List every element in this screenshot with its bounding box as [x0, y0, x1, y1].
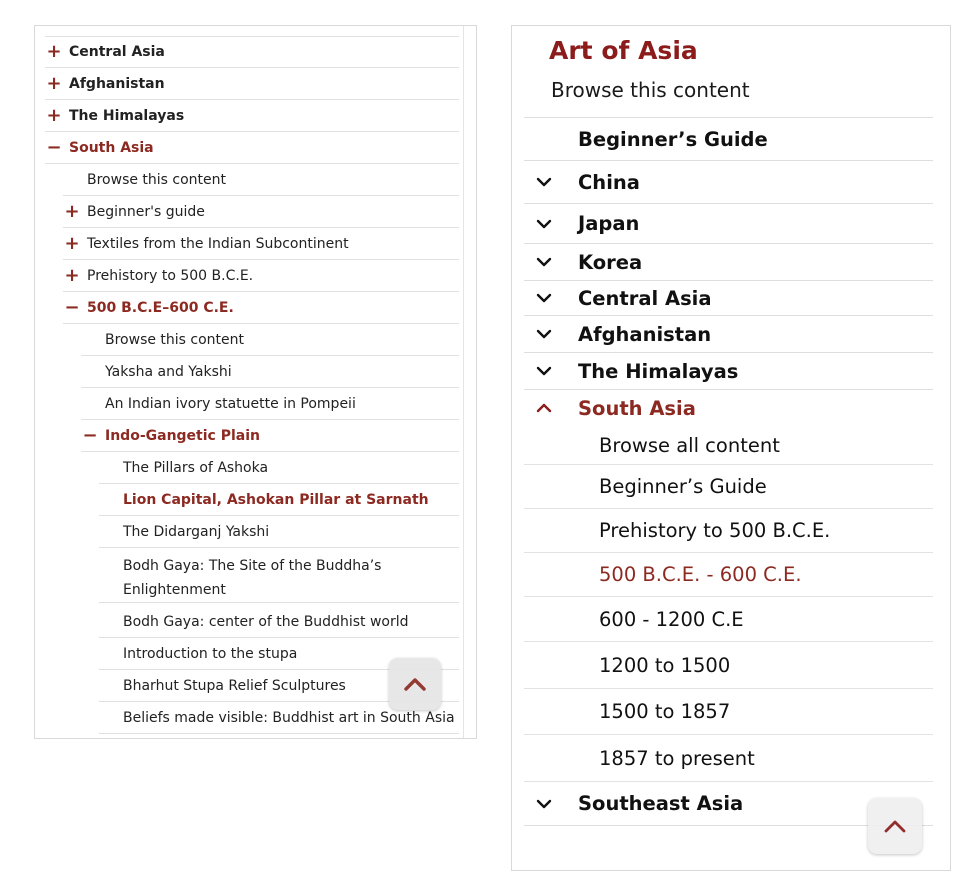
nav-item-the-himalayas[interactable]: The Himalayas — [524, 353, 933, 390]
minus-icon[interactable]: − — [82, 424, 98, 446]
plus-icon[interactable]: + — [46, 104, 62, 126]
plus-icon[interactable]: + — [64, 264, 80, 286]
chevron-down-icon[interactable] — [534, 794, 554, 814]
nav-item-pillars-ashoka[interactable]: The Pillars of Ashoka — [99, 452, 459, 484]
nav-item-the-himalayas[interactable]: + The Himalayas — [45, 100, 459, 132]
nav-item-sa-500bce[interactable]: 500 B.C.E. - 600 C.E. — [524, 553, 933, 597]
plus-icon[interactable]: + — [46, 72, 62, 94]
page-title: Art of Asia — [549, 36, 698, 65]
nav-item-browse-500bce[interactable]: Browse this content — [81, 324, 459, 356]
nav-item-south-asia[interactable]: South Asia — [524, 390, 933, 426]
plus-icon[interactable]: + — [64, 200, 80, 222]
chevron-down-icon[interactable] — [534, 172, 554, 192]
nav-item-stupa-intro[interactable]: Introduction to the stupa — [99, 638, 459, 670]
browse-content-link[interactable]: Browse this content — [551, 78, 750, 102]
chevron-up-icon[interactable] — [534, 398, 554, 418]
nav-item-central-asia[interactable]: Central Asia — [524, 281, 933, 316]
nav-item-southeast-asia[interactable]: Southeast Asia — [524, 782, 933, 826]
nav-item-sa-prehistory[interactable]: Prehistory to 500 B.C.E. — [524, 509, 933, 553]
nav-item-browse-south-asia[interactable]: Browse this content — [63, 164, 459, 196]
nav-item-beginners-guide[interactable]: + Beginner's guide — [63, 196, 459, 228]
nav-item-sa-1200[interactable]: 1200 to 1500 — [524, 642, 933, 689]
scroll-to-top-button[interactable] — [389, 658, 441, 710]
chevron-down-icon[interactable] — [534, 324, 554, 344]
nav-item-yaksha[interactable]: Yaksha and Yakshi — [81, 356, 459, 388]
nav-item-ivory-statuette[interactable]: An Indian ivory statuette in Pompeii — [81, 388, 459, 420]
plus-icon[interactable]: + — [46, 41, 62, 62]
chevron-up-icon — [884, 819, 906, 833]
nav-item-sa-1500[interactable]: 1500 to 1857 — [524, 689, 933, 735]
nav-item-china[interactable]: China — [524, 161, 933, 204]
chevron-up-icon — [404, 677, 426, 691]
nav-item-south-asia[interactable]: − South Asia — [45, 132, 459, 164]
minus-icon[interactable]: − — [46, 136, 62, 158]
nav-item-beginners-guide[interactable]: Beginner’s Guide — [524, 117, 933, 161]
nav-item-korea[interactable]: Korea — [524, 244, 933, 281]
chevron-down-icon[interactable] — [534, 214, 554, 234]
chevron-down-icon[interactable] — [534, 361, 554, 381]
chevron-down-icon[interactable] — [534, 288, 554, 308]
right-nav-panel — [511, 25, 951, 871]
nav-item-browse-all[interactable]: Browse all content — [524, 426, 933, 465]
nav-item-sa-beginners-guide[interactable]: Beginner’s Guide — [524, 465, 933, 509]
nav-item-prehistory[interactable]: + Prehistory to 500 B.C.E. — [63, 260, 459, 292]
nav-item-indo-gangetic[interactable]: − Indo-Gangetic Plain — [81, 420, 459, 452]
nav-item-500bce-600ce[interactable]: − 500 B.C.E–600 C.E. — [63, 292, 459, 324]
nav-item-textiles[interactable]: + Textiles from the Indian Subcontinent — [63, 228, 459, 260]
left-nav-panel — [34, 25, 477, 739]
nav-item-lion-capital[interactable]: Lion Capital, Ashokan Pillar at Sarnath — [99, 484, 459, 516]
plus-icon[interactable]: + — [64, 232, 80, 254]
scroll-to-top-button[interactable] — [868, 798, 922, 854]
nav-item-didarganj[interactable]: The Didarganj Yakshi — [99, 516, 459, 548]
chevron-down-icon[interactable] — [534, 252, 554, 272]
minus-icon[interactable]: − — [64, 296, 80, 318]
nav-item-afghanistan[interactable]: + Afghanistan — [45, 68, 459, 100]
nav-item-japan[interactable]: Japan — [524, 204, 933, 244]
left-scrollbar[interactable] — [463, 26, 464, 738]
nav-item-afghanistan[interactable]: Afghanistan — [524, 316, 933, 353]
nav-item-bharhut[interactable]: Bharhut Stupa Relief Sculptures — [99, 670, 459, 702]
nav-item-sa-600ce[interactable]: 600 - 1200 C.E — [524, 597, 933, 642]
nav-item-central-asia[interactable]: + Central Asia — [45, 36, 459, 68]
nav-item-bodh-gaya-center[interactable]: Bodh Gaya: center of the Buddhist world — [99, 606, 459, 638]
nav-item-sa-1857[interactable]: 1857 to present — [524, 735, 933, 782]
nav-item-beliefs-visible[interactable]: Beliefs made visible: Buddhist art in South Asia — [99, 702, 459, 734]
nav-item-bodh-gaya-site[interactable]: Bodh Gaya: The Site of the Buddha’s Enlightenment — [99, 548, 459, 603]
